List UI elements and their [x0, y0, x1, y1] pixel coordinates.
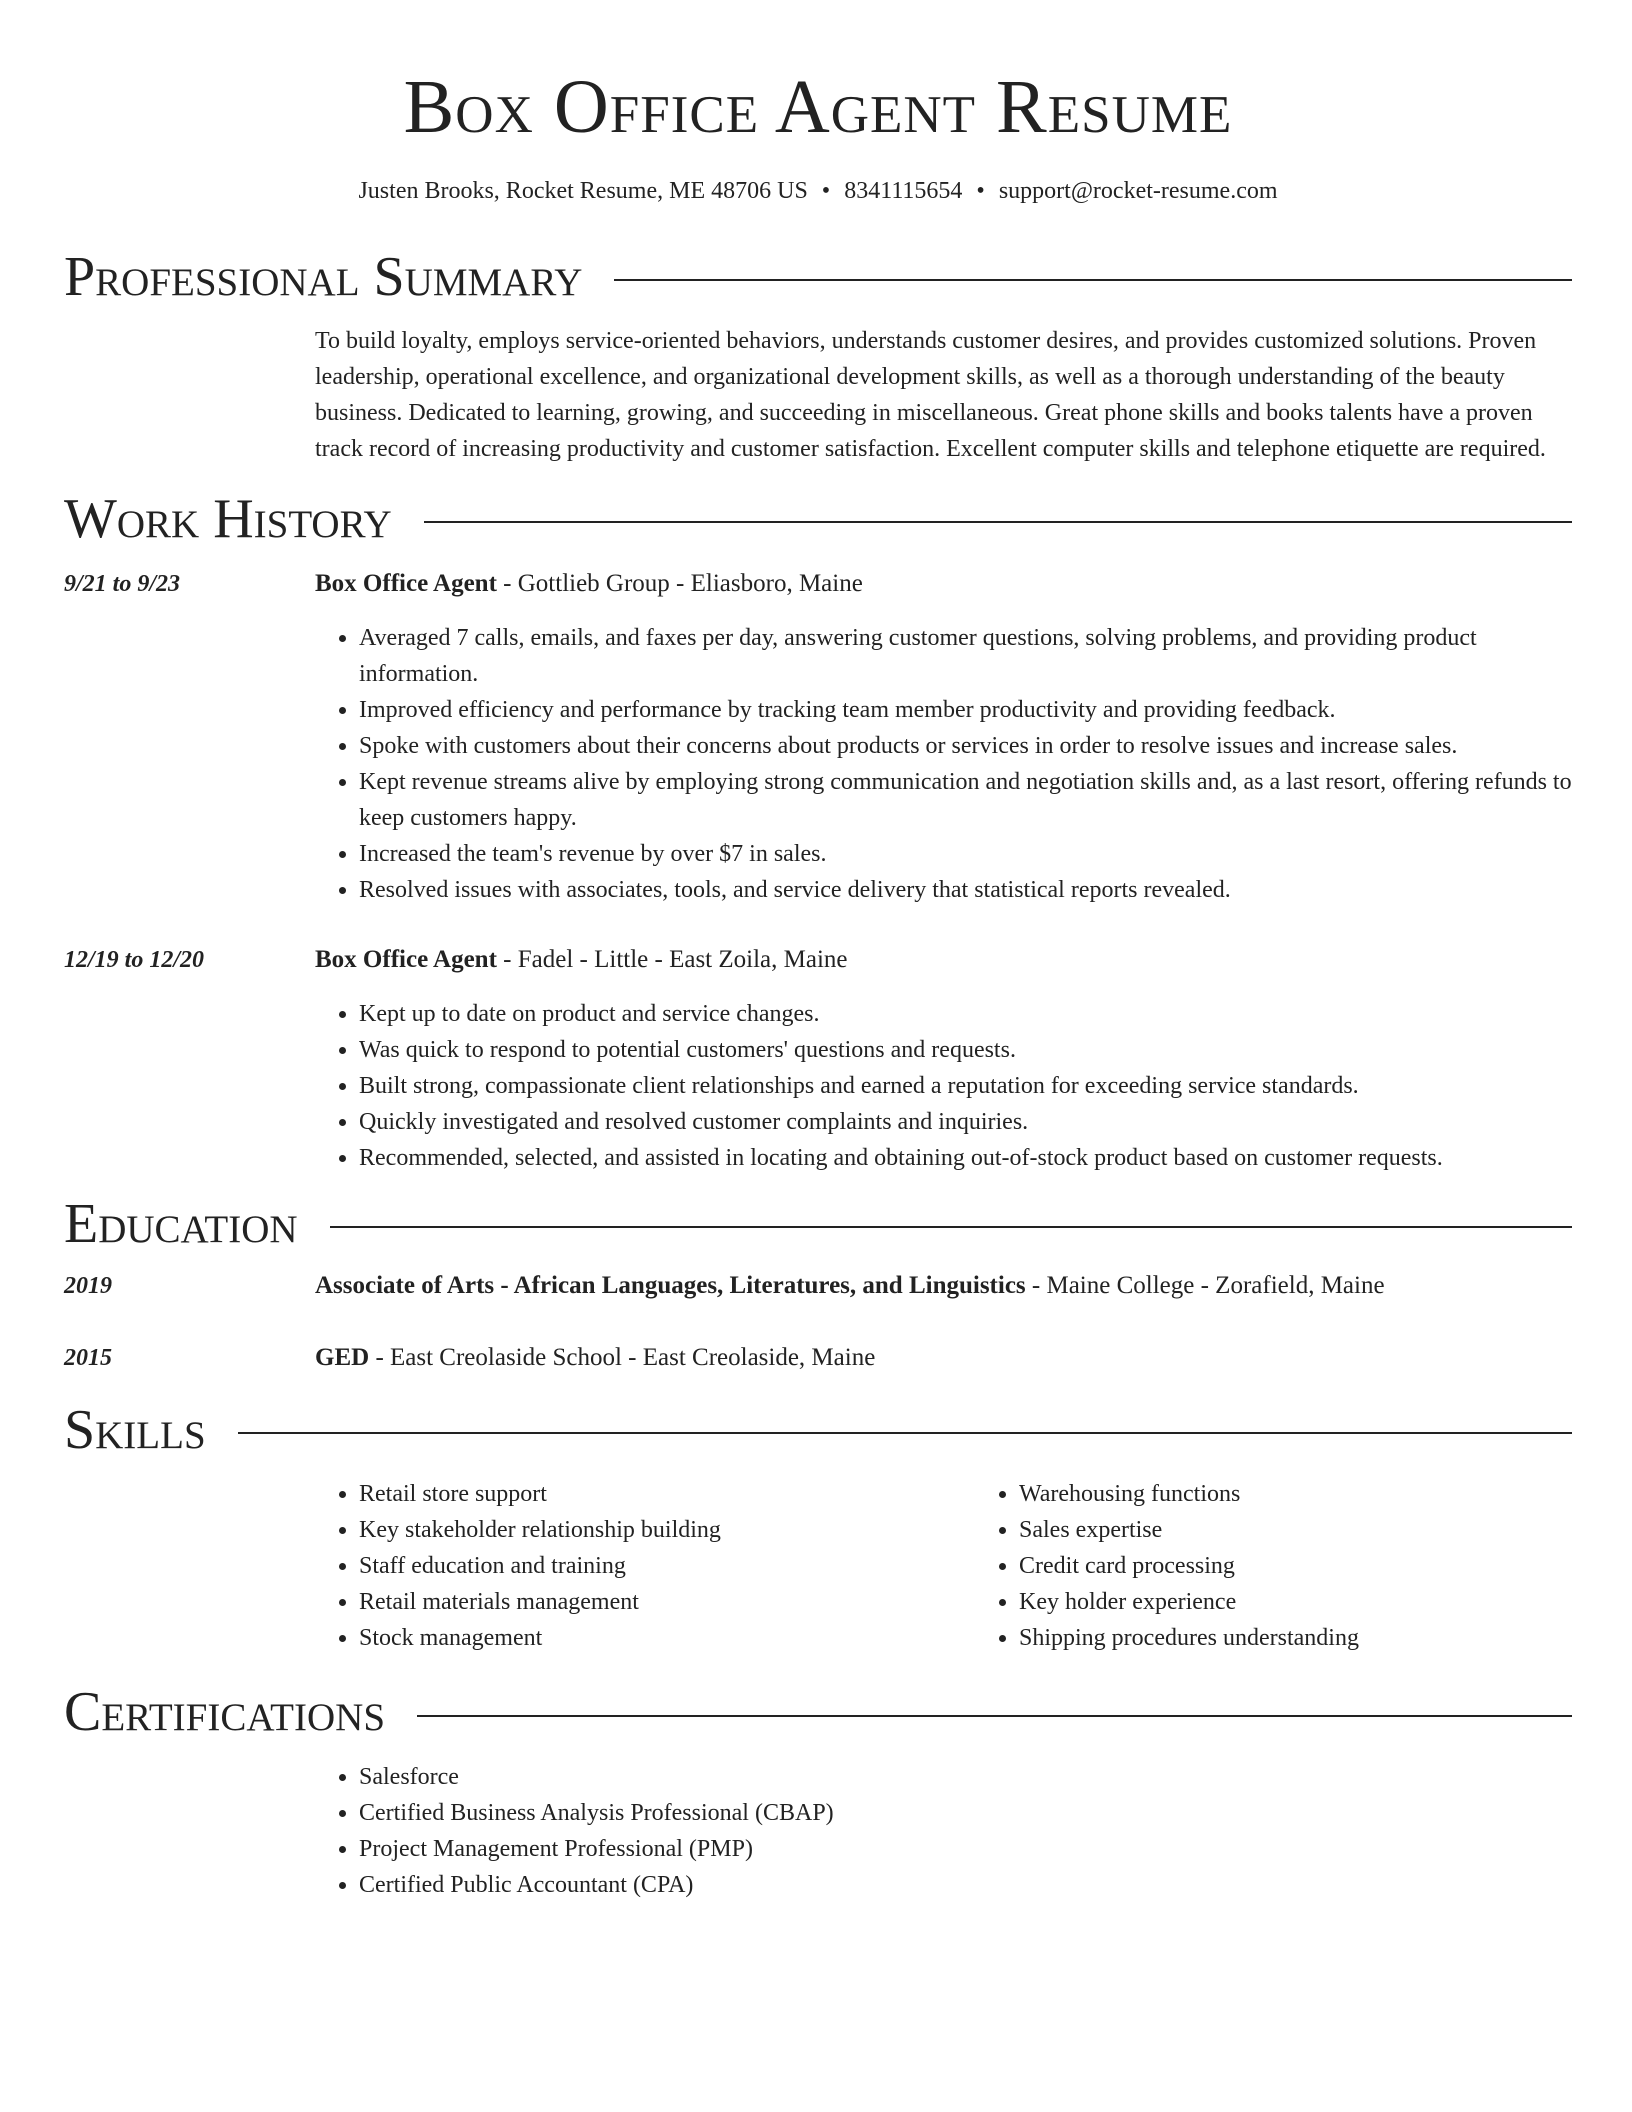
- skill-item: • Retail materials management: [359, 1584, 975, 1620]
- certifications-list: [315, 1759, 1572, 1903]
- certifications-body: [315, 1759, 1572, 1903]
- certifications-spacer: [64, 1759, 315, 1903]
- summary-spacer: [64, 323, 315, 467]
- education-degree: GED: [315, 1343, 370, 1371]
- work-section-header: [64, 487, 1572, 551]
- job-bullet: • Increased the team's revenue by over $7 in sales.: [359, 836, 1572, 872]
- certifications-section-header: [64, 1680, 1572, 1744]
- job-bullets: [315, 996, 1572, 1176]
- job-header: [315, 942, 1572, 978]
- job-bullet: • Was quick to respond to potential customers' questions and requests.: [359, 1032, 1572, 1068]
- section-divider: [417, 1715, 1572, 1717]
- education-entry: [64, 1340, 1572, 1376]
- job-header: [315, 566, 1572, 602]
- education-year: 2019: [64, 1272, 112, 1299]
- section-divider: [330, 1226, 1572, 1228]
- skills-heading: Skills: [64, 1398, 206, 1461]
- section-divider: [424, 521, 1572, 523]
- skills-section-header: [64, 1398, 1572, 1462]
- job-bullet: • Spoke with customers about their concerns about products or services in order to resolve issues and increase sales.: [359, 728, 1572, 764]
- certification-item: • Certified Business Analysis Professional (CBAP): [359, 1795, 1572, 1831]
- skill-item: • Shipping procedures understanding: [1019, 1620, 1572, 1656]
- job-bullet: • Recommended, selected, and assisted in locating and obtaining out-of-stock product based on customer requests.: [359, 1140, 1572, 1176]
- education-body: [315, 1340, 1572, 1376]
- skills-list-left: [315, 1476, 975, 1656]
- contact-separator: •: [821, 177, 831, 204]
- education-degree: Associate of Arts - African Languages, Literatures, and Linguistics: [315, 1271, 1026, 1299]
- job-title: Box Office Agent: [315, 945, 497, 973]
- job-bullet: • Averaged 7 calls, emails, and faxes per day, answering customer questions, solving problems, and providing product information.: [359, 620, 1572, 692]
- job-body: [315, 942, 1572, 1176]
- job-bullet: • Built strong, compassionate client relationships and earned a reputation for exceeding service standards.: [359, 1068, 1572, 1104]
- education-body: [315, 1268, 1572, 1304]
- skill-item: • Staff education and training: [359, 1548, 975, 1584]
- education-school: - Maine College - Zorafield, Maine: [1025, 1271, 1385, 1299]
- job-employer: - Gottlieb Group - Eliasboro, Maine: [496, 569, 863, 597]
- education-section-header: [64, 1192, 1572, 1256]
- certifications-row: [64, 1759, 1572, 1903]
- skills-spacer: [64, 1476, 315, 1656]
- resume-title: Box Office Agent Resume: [403, 65, 1233, 149]
- summary-heading: Professional Summary: [64, 245, 583, 308]
- education-school: - East Creolaside School - East Creolaside, Maine: [369, 1343, 876, 1371]
- certification-item: • Project Management Professional (PMP): [359, 1831, 1572, 1867]
- job-dates: 12/19 to 12/20: [64, 946, 205, 973]
- work-heading: Work History: [64, 488, 392, 551]
- skills-row: [64, 1476, 1572, 1656]
- contact-phone: 8341115654: [844, 177, 963, 204]
- certification-item: • Certified Public Accountant (CPA): [359, 1867, 1572, 1903]
- skill-item: • Sales expertise: [1019, 1512, 1572, 1548]
- job-bullet: • Kept revenue streams alive by employing strong communication and negotiation skills and, as a last resort, offering refunds to keep customers happy.: [359, 764, 1572, 836]
- contact-email: support@rocket-resume.com: [998, 177, 1278, 204]
- job-title: Box Office Agent: [315, 569, 497, 597]
- job-entry: [64, 566, 1572, 908]
- summary-row: [64, 323, 1572, 467]
- certification-item: • Salesforce: [359, 1759, 1572, 1795]
- resume-page: [64, 0, 1572, 1903]
- job-bullet: • Quickly investigated and resolved customer complaints and inquiries.: [359, 1104, 1572, 1140]
- section-divider: [614, 279, 1572, 281]
- education-year: 2015: [64, 1344, 112, 1371]
- education-entry: [64, 1268, 1572, 1304]
- certifications-heading: Certifications: [64, 1681, 386, 1744]
- job-bullets: [315, 620, 1572, 908]
- education-heading: Education: [64, 1192, 298, 1255]
- job-bullet: • Improved efficiency and performance by tracking team member productivity and providing feedback.: [359, 692, 1572, 728]
- summary-section-header: [64, 245, 1572, 309]
- job-entry: [64, 942, 1572, 1176]
- skill-item: • Credit card processing: [1019, 1548, 1572, 1584]
- skill-item: • Key stakeholder relationship building: [359, 1512, 975, 1548]
- skill-item: • Key holder experience: [1019, 1584, 1572, 1620]
- contact-address: Justen Brooks, Rocket Resume, ME 48706 US: [358, 177, 808, 204]
- contact-separator: •: [976, 177, 985, 204]
- job-dates: 9/21 to 9/23: [64, 570, 181, 597]
- skill-item: • Stock management: [359, 1620, 975, 1656]
- skills-grid: [315, 1476, 1572, 1656]
- skill-item: • Retail store support: [359, 1476, 975, 1512]
- skill-item: • Warehousing functions: [1019, 1476, 1572, 1512]
- section-divider: [238, 1432, 1572, 1434]
- contact-line: [64, 176, 1572, 207]
- skills-list-right: [975, 1476, 1572, 1656]
- job-bullet: • Resolved issues with associates, tools, and service delivery that statistical reports revealed.: [359, 872, 1572, 908]
- job-body: [315, 566, 1572, 908]
- job-employer: - Fadel - Little - East Zoila, Maine: [496, 945, 848, 973]
- job-bullet: • Kept up to date on product and service changes.: [359, 996, 1572, 1032]
- summary-text: To build loyalty, employs service-oriented behaviors, understands customer desires, and provides customized solutions. Proven leadership, operational excellence, and organizational development skills, as well as a thorough understanding of the beauty business. Dedicated to learning, growing, and succeeding in miscellaneous. Great phone skills and books talents have a proven track record of increasing productivity and customer satisfaction. Excellent computer skills and telephone etiquette are required.: [315, 328, 1546, 463]
